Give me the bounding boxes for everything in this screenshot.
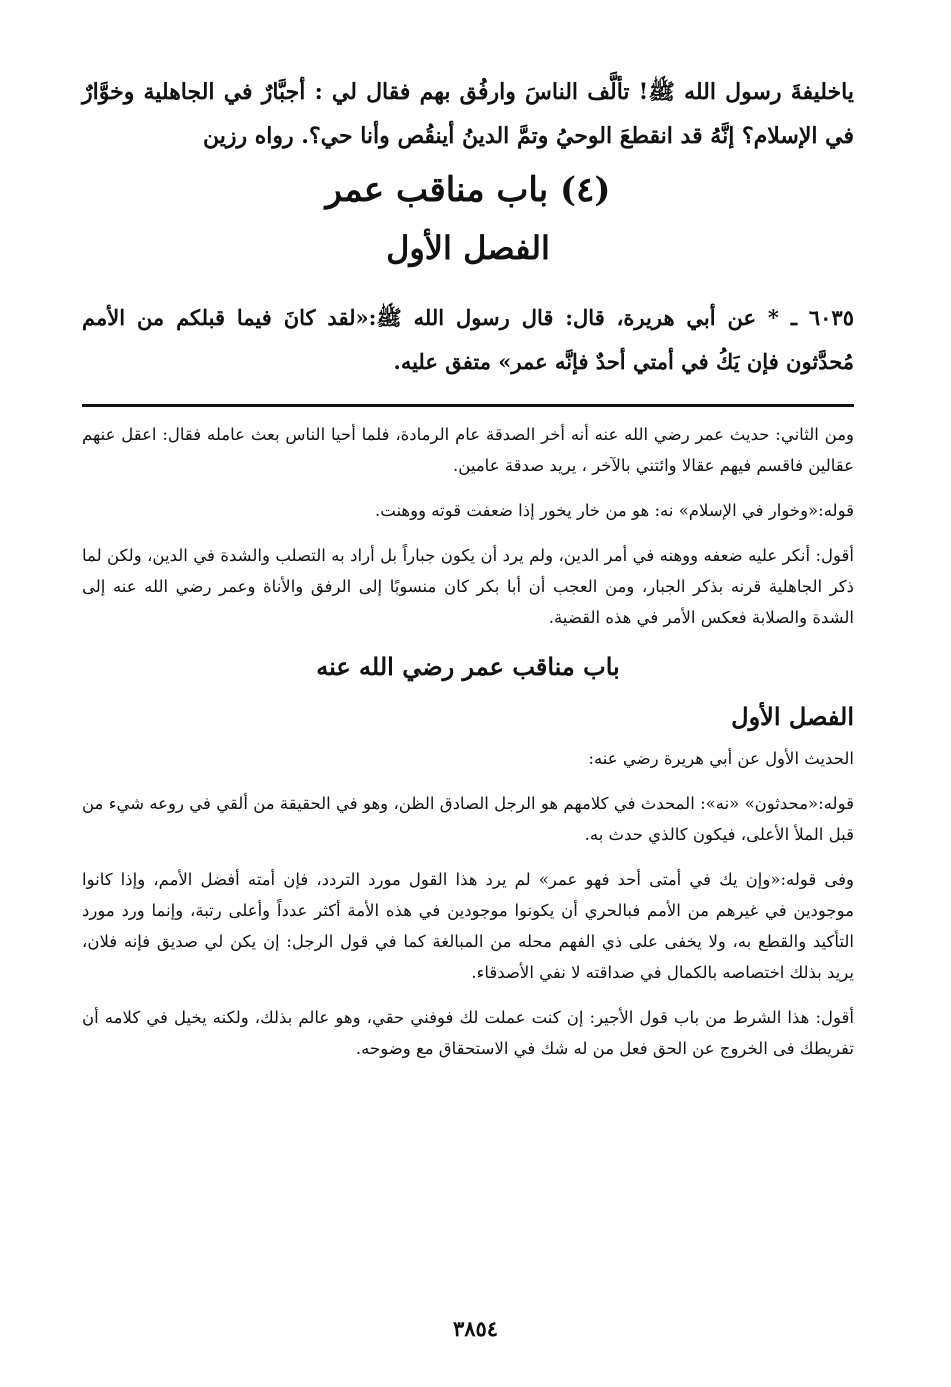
- commentary-paragraph: ومن الثاني: حديث عمر رضي الله عنه أنه أخر الصدقة عام الرمادة، فلما أحيا الناس بعث عامله فقال: اعقل عنهم عقالين فاقسم فيهم عقالا وائتني بالآخر ، يريد صدقة عامين.: [82, 425, 854, 475]
- commentary-paragraph: أقول: أنكر عليه ضعفه ووهنه في أمر الدين، ولم يرد أن يكون جباراً بل أراد به التصلب والشدة في الدين، ولكن لما ذكر الجاهلية قرنه بذكر الجبار، ومن العجب أن أبا بكر كان منسوبًا إلى الرفق والأناة وعمر رضي الله عنه إلى الشدة والصلابة فعكس الأمر في هذه القضية.: [82, 546, 854, 627]
- top-text: ياخليفةَ رسول الله ﷺ! تألَّف الناسَ وارفُق بهم فقال لي : أجبَّارٌ في الجاهلية وخوَّارٌ في الإسلام؟ إنَّهُ قد انقطعَ الوحيُ وتمَّ الدينُ أينقُص وأنا حي؟. رواه رزين: [82, 79, 854, 149]
- commentary-paragraph: الحديث الأول عن أبي هريرة رضي عنه:: [588, 749, 854, 768]
- commentary-paragraph: قوله:«وخوار في الإسلام» نه: هو من خار يخور إذا ضعفت قوته ووهنت.: [375, 501, 854, 520]
- section-title: الفصل الأول: [386, 229, 550, 267]
- page-number: ٣٨٥٤: [452, 1316, 499, 1341]
- commentary-section-title: الفصل الأول: [731, 702, 854, 731]
- commentary-paragraph: أقول: هذا الشرط من باب قول الأجير: إن كنت عملت لك فوفني حقي، وهو عالم بذلك، ولكنه يخيل في كلامه أن تفريطك فى الخروج عن الحق فعل من له شك في الاستحقاق مع وضوحه.: [82, 1008, 854, 1058]
- hadith-text: ٦٠٣٥ ـ * عن أبي هريرة، قال: قال رسول الله ﷺ:«لقد كانَ فيما قبلكم من الأمم مُحدَّثون فإن يَكُ في أمتي أحدٌ فإنَّه عمر» متفق عليه.: [82, 305, 854, 374]
- commentary-paragraph: قوله:«محدثون» «نه»: المحدث في كلامهم هو الرجل الصادق الظن، وهو في الحقيقة من ألقي في روعه شيء من قبل الملأ الأعلى، فيكون كالذي حدث به.: [82, 794, 854, 844]
- commentary: [82, 419, 854, 1064]
- page-content: [82, 70, 854, 1078]
- chapter-title: (٤) باب مناقب عمر: [325, 170, 611, 210]
- commentary-paragraph: وفى قوله:«وإن يك في أمتى أحد فهو عمر» لم يرد هذا القول مورد التردد، فإن أمته أفضل الأمم، وإذا كانوا موجودين في غيرهم من الأمم فبالحري أن يكونوا موجودين في هذه الأمة أكثر عدداً وأعلى رتبة، وإنما ورد مورد التأكيد والقطع به، ولا يخفى على ذي الفهم محله من المبالغة كما في قول الرجل: إن يكن لي صديق فإنه فلان، يريد بذلك اختصاصه بالكمال في صداقته لا نفي الأصدقاء.: [82, 870, 854, 982]
- divider: [82, 404, 854, 407]
- commentary-title: باب مناقب عمر رضي الله عنه: [316, 652, 620, 681]
